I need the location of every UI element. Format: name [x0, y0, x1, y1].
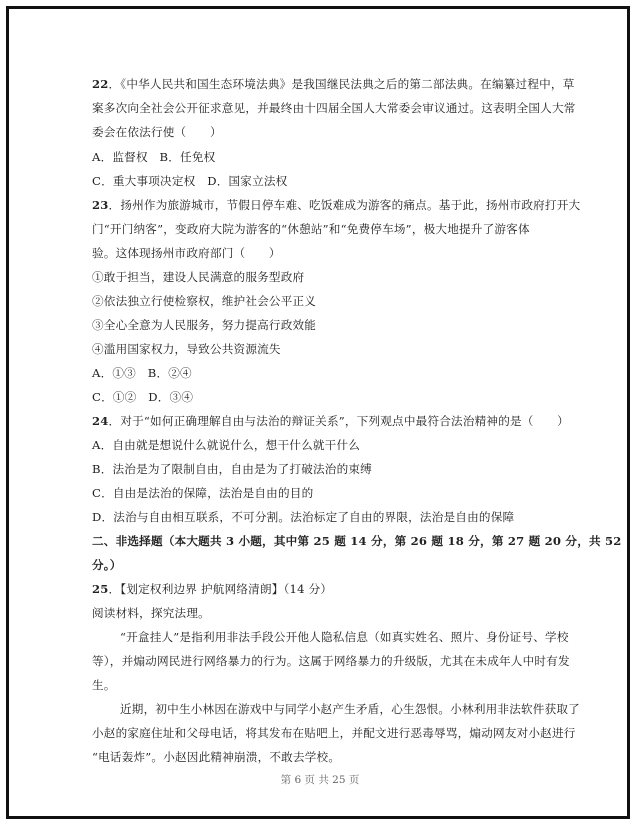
q23-stem-line1 [92, 197, 580, 213]
q24-stem [92, 413, 569, 429]
q23-item-3: ③全心全意为人民服务，努力提高行政效能 [92, 318, 317, 332]
q22-options-ab: A．监督权 B．任免权 [92, 150, 216, 164]
page-number: 第 6 页 共 25 页 [280, 774, 360, 786]
q24-option-b: B．法治是为了限制自由，自由是为了打破法治的束缚 [92, 462, 372, 476]
q25-title [92, 581, 332, 597]
q25-para1-line3: 生。 [92, 678, 116, 692]
question-number: 23 [92, 198, 109, 212]
q23-options-cd: C．①② D．③④ [92, 390, 194, 404]
question-text: ．扬州作为旅游城市，节假日停车难、吃饭难成为游客的痛点。基于此，扬州市政府打开大 [108, 198, 581, 212]
q24-option-a: A．自由就是想说什么就说什么，想干什么就干什么 [92, 438, 361, 452]
question-number: 25 [92, 582, 109, 596]
q22-options-cd: C．重大事项决定权 D．国家立法权 [92, 174, 288, 188]
q25-intro: 阅读材料，探究法理。 [92, 606, 210, 620]
section2-heading-line2: 分。） [92, 558, 122, 572]
q23-stem-line3: 验。这体现扬州市政府部门（ ） [92, 246, 281, 260]
q22-stem-line3: 委会在依法行使（ ） [92, 125, 222, 139]
section2-heading-line1: 二、非选择题（本大题共 3 小题，其中第 25 题 14 分，第 26 题 18 分，第 27 题 20 分，共 52 [92, 534, 622, 548]
question-text: ．【划定权利边界 护航网络清朗】（14 分） [108, 582, 333, 596]
q24-option-d: D．法治与自由相互联系，不可分割。法治标定了自由的界限，法治是自由的保障 [92, 510, 515, 524]
q22-stem-line2: 案多次向全社会公开征求意见，并最终由十四届全国人大常委会审议通过。这表明全国人大常 [92, 101, 576, 115]
q25-para2-line1: 近期，初中生小林因在游戏中与同学小赵产生矛盾，心生怨恨。小林利用非法软件获取了 [120, 702, 580, 716]
q25-para2-line2: 小赵的家庭住址和父母电话，将其发布在贴吧上，并配文进行恶毒辱骂，煽动网友对小赵进行 [92, 726, 576, 740]
q25-para1-line2: 等），并煽动网民进行网络暴力的行为。这属于网络暴力的升级版，尤其在未成年人中时有发 [92, 654, 570, 668]
q25-para1-line1: “开盒挂人”是指利用非法手段公开他人隐私信息（如真实姓名、照片、身份证号、学校 [120, 630, 569, 644]
q23-item-1: ①敢于担当，建设人民满意的服务型政府 [92, 270, 305, 284]
question-text: ．对于“如何正确理解自由与法治的辩证关系”，下列观点中最符合法治精神的是（ ） [108, 414, 569, 428]
q23-stem-line2: 门“开门纳客”，变政府大院为游客的“休憩站”和“免费停车场”，极大地提升了游客体 [92, 222, 530, 236]
q23-options-ab: A．①③ B．②④ [92, 366, 192, 380]
q23-item-2: ②依法独立行使检察权，维护社会公平正义 [92, 294, 317, 308]
q22-stem-line1: 22．《中华人民共和国生态环境法典》是我国继民法典之后的第二部法典。在编纂过程中，草 [92, 77, 575, 91]
question-number: 24 [92, 414, 109, 428]
q23-item-4: ④滥用国家权力，导致公共资源流失 [92, 342, 281, 356]
q25-para2-line3: “电话轰炸”。小赵因此精神崩溃，不敢去学校。 [92, 750, 341, 764]
q24-option-c: C．自由是法治的保障，法治是自由的目的 [92, 486, 314, 500]
